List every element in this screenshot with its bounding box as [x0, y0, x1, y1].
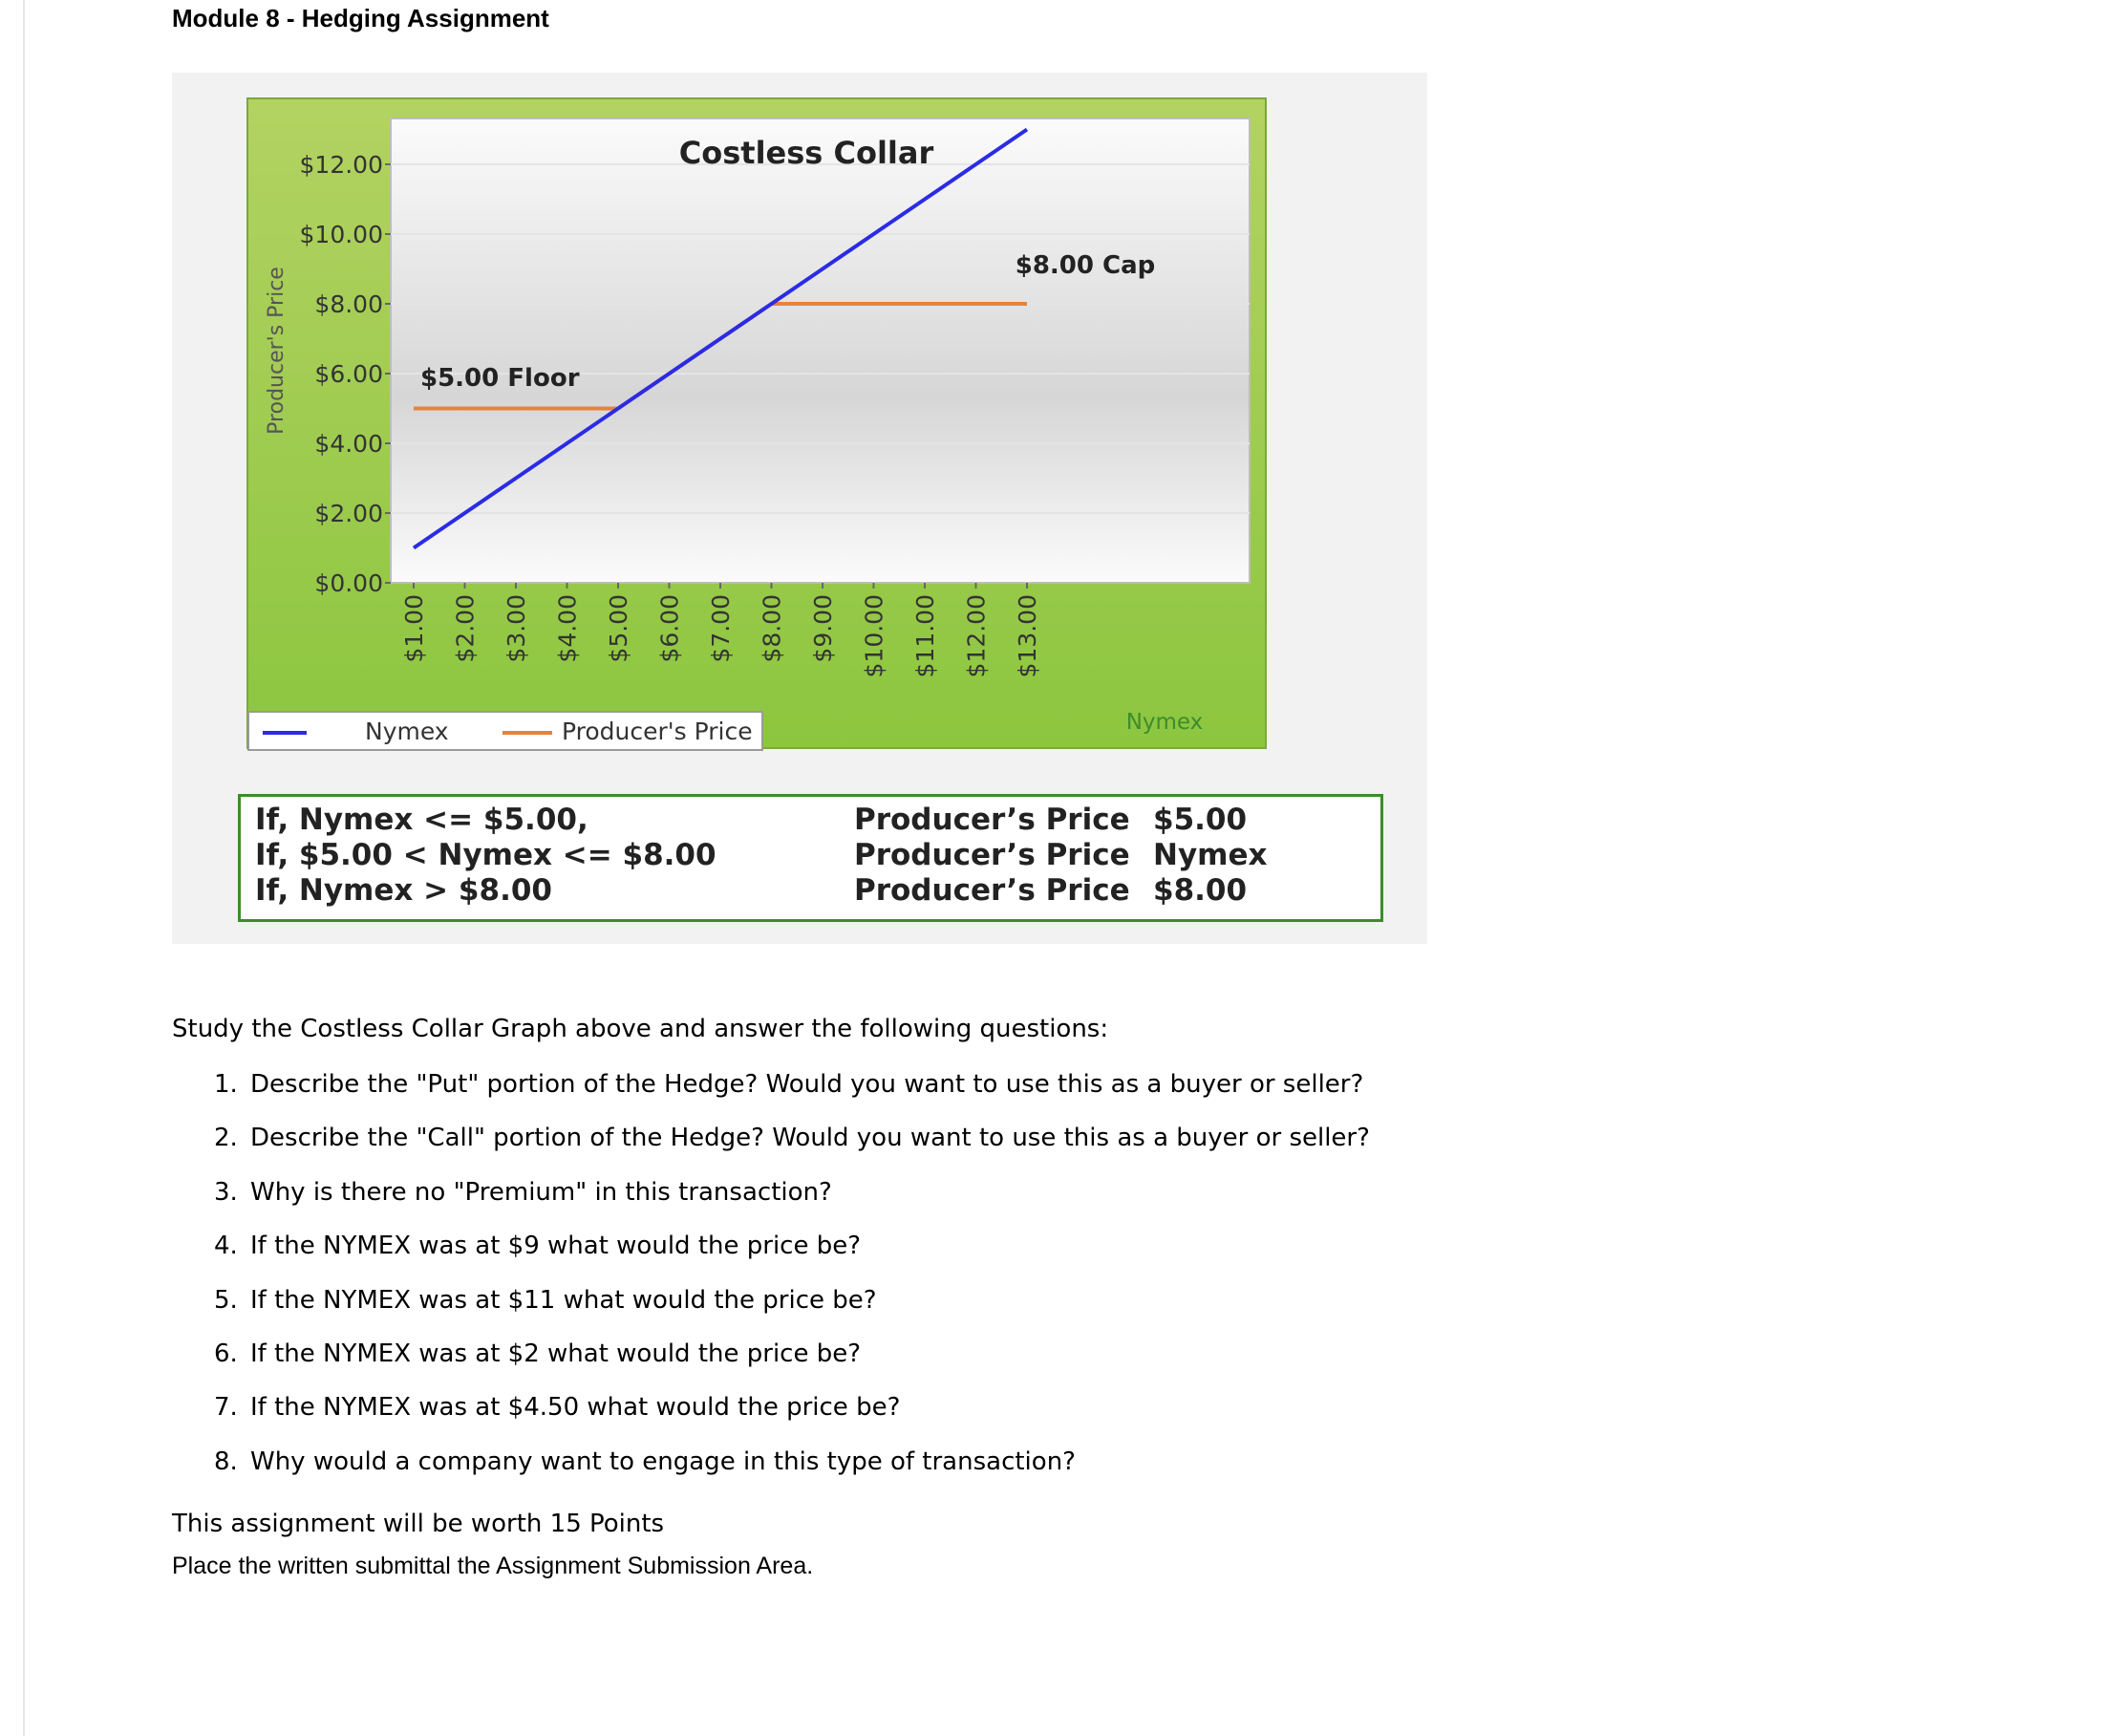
formula-outcome-label: Producer’s Price — [854, 838, 1130, 872]
question-item: 7. If the NYMEX was at $4.50 what would the price be? — [214, 1393, 901, 1423]
legend-label-producers-price: Producer's Price — [562, 718, 753, 745]
collar-formula-box — [238, 794, 1383, 922]
formula-outcome-label: Producer’s Price — [854, 873, 1130, 908]
formula-result: $5.00 — [1153, 803, 1248, 837]
formula-condition: If, Nymex <= $5.00, — [255, 803, 588, 837]
legend-label-nymex: Nymex — [365, 718, 449, 745]
y-tick-label: $8.00 — [314, 290, 383, 318]
x-tick-label: $10.00 — [860, 594, 888, 678]
x-tick-label: $2.00 — [451, 594, 480, 663]
points-note: This assignment will be worth 15 Points — [172, 1510, 665, 1538]
chart-legend — [247, 711, 763, 751]
question-item: 2. Describe the "Call" portion of the Hedge? Would you want to use this as a buyer or seller? — [214, 1124, 1370, 1153]
question-item: 6. If the NYMEX was at $2 what would the price be? — [214, 1339, 862, 1368]
formula-result: Nymex — [1153, 838, 1268, 872]
page-title: Module 8 - Hedging Assignment — [172, 4, 549, 32]
x-tick-label: $6.00 — [655, 594, 684, 663]
formula-outcome-label: Producer’s Price — [854, 803, 1130, 837]
x-tick-label: $11.00 — [911, 594, 939, 678]
y-tick-label: $0.00 — [314, 569, 383, 597]
x-tick-label: $9.00 — [809, 594, 837, 663]
x-tick-label: $12.00 — [962, 594, 991, 678]
page-left-border — [23, 0, 25, 1736]
instructions-intro: Study the Costless Collar Graph above and answer the following questions: — [172, 1015, 1109, 1043]
x-tick-label: $8.00 — [758, 594, 786, 663]
submission-note: Place the written submittal the Assignment Submission Area. — [172, 1553, 814, 1579]
formula-result: $8.00 — [1153, 873, 1248, 908]
formula-condition: If, Nymex > $8.00 — [255, 873, 552, 908]
formula-condition: If, $5.00 < Nymex <= $8.00 — [255, 838, 716, 872]
question-item: 4. If the NYMEX was at $9 what would the price be? — [214, 1232, 862, 1261]
floor-annotation: $5.00 Floor — [420, 364, 580, 393]
y-tick-label: $2.00 — [314, 500, 383, 527]
costless-collar-chart — [246, 97, 1267, 749]
y-tick-label: $6.00 — [314, 360, 383, 388]
question-item: 5. If the NYMEX was at $11 what would the price be? — [214, 1285, 877, 1315]
legend-swatch-nymex — [263, 731, 307, 735]
x-tick-label: $4.00 — [553, 594, 582, 663]
x-axis-title: Nymex — [1125, 710, 1204, 735]
y-tick-label: $12.00 — [299, 151, 383, 179]
x-tick-label: $7.00 — [707, 594, 735, 663]
cap-annotation: $8.00 Cap — [1015, 251, 1156, 280]
y-tick-label: $4.00 — [314, 430, 383, 458]
question-item: 1. Describe the "Put" portion of the Hedge? Would you want to use this as a buyer or seller? — [214, 1070, 1364, 1099]
question-item: 8. Why would a company want to engage in this type of transaction? — [214, 1447, 1076, 1476]
y-axis-title: Producer's Price — [265, 267, 289, 435]
x-tick-label: $1.00 — [400, 594, 428, 663]
legend-swatch-producers-price — [503, 731, 552, 735]
chart-title: Costless Collar — [678, 135, 934, 171]
x-tick-label: $3.00 — [503, 594, 530, 663]
x-tick-label: $5.00 — [605, 594, 632, 663]
x-tick-label: $13.00 — [1014, 594, 1041, 678]
question-item: 3. Why is there no "Premium" in this transaction? — [214, 1177, 832, 1207]
question-list — [172, 1070, 1370, 1501]
y-tick-label: $10.00 — [299, 221, 383, 248]
